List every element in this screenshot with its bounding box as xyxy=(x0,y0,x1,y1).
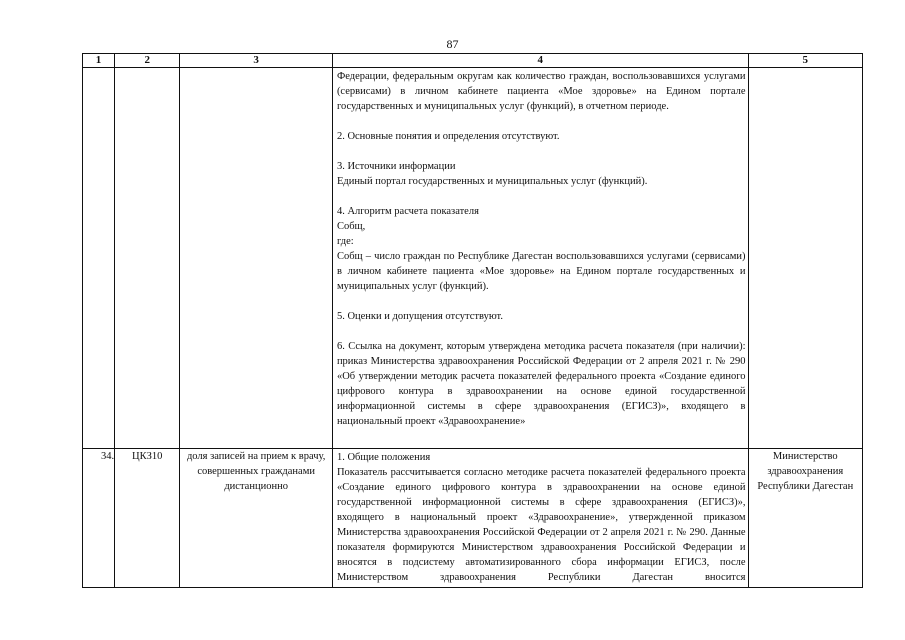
header-col-1: 1 xyxy=(83,54,115,68)
algorithm-title: 4. Алгоритм расчета показателя xyxy=(336,206,479,217)
indicator-code: ЦКЗ10 xyxy=(115,449,180,588)
algorithm-formula: Собщ, xyxy=(336,221,366,232)
algorithm-where: где: xyxy=(336,236,354,247)
cell-code xyxy=(115,68,180,449)
cell-methodology-34 xyxy=(332,449,748,588)
definitions-paragraph: 2. Основные понятия и определения отсутствуют. xyxy=(336,131,560,142)
assumptions-paragraph: 5. Оценки и допущения отсутствуют. xyxy=(336,311,503,322)
general-provisions-title: 1. Общие положения xyxy=(336,452,431,463)
table-header-row xyxy=(83,54,863,68)
general-provisions-body: Показатель рассчитывается согласно методике расчета показателей федерального проекта «Создание единого цифрового контура в здравоохранении на основе единой государственной информационной системы в сфере здравоохранения (ЕГИСЗ)», входящего в национальный проект «Здравоохранение», утвержденной приказом Министерства здравоохранения Российской Федерации от 2 апреля 2021 г. № 290. Данные показателя формируются Министерством здравоохранения Российской Федерации и вносятся в подсистему автоматизированного сбора информации ЕГИСЗ, после Министерством здравоохранения Республики Дагестан вносится xyxy=(336,467,746,583)
table-row-34 xyxy=(83,449,863,588)
cell-name xyxy=(180,68,333,449)
page-number: 87 xyxy=(446,37,459,51)
indicator-name: доля записей на прием к врачу, совершенных гражданами дистанционно xyxy=(180,449,333,588)
reference-paragraph: 6. Ссылка на документ, которым утверждена методика расчета показателя (при наличии): приказ Министерства здравоохранения Российской Федерации от 2 апреля 2021 г. № 290 «Об утверждении методик расчета показателей федерального проекта «Создание единого цифрового контура в здравоохранении на основе единой государственной информационной системы в сфере здравоохранения (ЕГИСЗ)», входящего в национальный проект «Здравоохранение» xyxy=(336,341,746,427)
header-col-5: 5 xyxy=(748,54,862,68)
methodology-paragraph: Федерации, федеральным округам как количество граждан, воспользовавшихся услугами (сервисами) в личном кабинете пациента «Мое здоровье» на Едином портале государственных и муниципальных услуг (функций), в отчетном периоде. xyxy=(336,71,746,112)
table-row-continued xyxy=(83,68,863,449)
header-col-4: 4 xyxy=(332,54,748,68)
sources-body: Единый портал государственных и муниципальных услуг (функций). xyxy=(336,176,648,187)
cell-methodology xyxy=(332,68,748,449)
cell-number xyxy=(83,68,115,449)
header-col-3: 3 xyxy=(180,54,333,68)
cell-responsible xyxy=(748,68,862,449)
header-col-2: 2 xyxy=(115,54,180,68)
algorithm-body: Собщ – число граждан по Республике Дагестан воспользовавшихся услугами (сервисами) в личном кабинете пациента «Мое здоровье» на Едином портале государственных и муниципальных услуг (функций). xyxy=(336,251,746,292)
sources-title: 3. Источники информации xyxy=(336,161,456,172)
responsible-org: Министерство здравоохранения Республики Дагестан xyxy=(748,449,862,588)
row-number: 34. xyxy=(83,449,115,588)
indicator-table xyxy=(82,53,863,588)
